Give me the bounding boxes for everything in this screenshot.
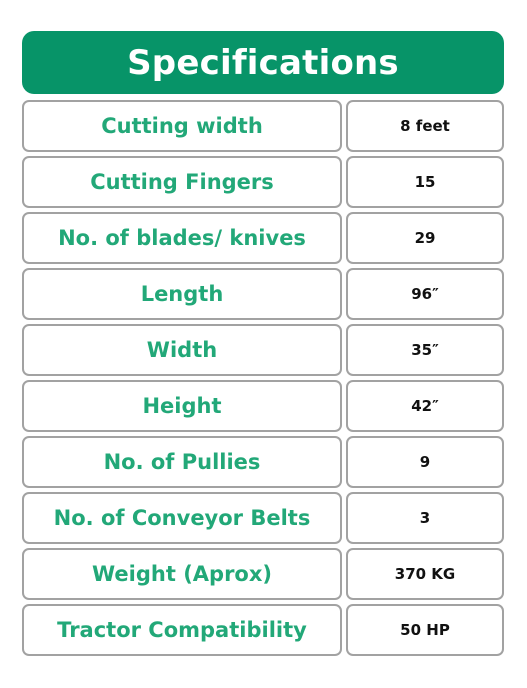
spec-row-length (22, 268, 504, 320)
spec-label: No. of blades/ knives (22, 212, 342, 264)
spec-value: 370 KG (346, 548, 504, 600)
spec-row-width (22, 324, 504, 376)
spec-value: 3 (346, 492, 504, 544)
spec-label: No. of Conveyor Belts (22, 492, 342, 544)
spec-value: 8 feet (346, 100, 504, 152)
spec-value: 9 (346, 436, 504, 488)
spec-value: 15 (346, 156, 504, 208)
spec-label: Length (22, 268, 342, 320)
specifications-table (22, 100, 504, 660)
spec-label: Cutting width (22, 100, 342, 152)
spec-label: Tractor Compatibility (22, 604, 342, 656)
spec-label: No. of Pullies (22, 436, 342, 488)
spec-row-cutting-width (22, 100, 504, 152)
spec-value: 42″ (346, 380, 504, 432)
spec-row-tractor-compatibility (22, 604, 504, 656)
spec-value: 50 HP (346, 604, 504, 656)
spec-label: Weight (Aprox) (22, 548, 342, 600)
spec-row-pullies (22, 436, 504, 488)
specifications-header: Specifications (22, 31, 504, 94)
spec-value: 29 (346, 212, 504, 264)
spec-value: 96″ (346, 268, 504, 320)
spec-row-height (22, 380, 504, 432)
spec-row-weight (22, 548, 504, 600)
spec-label: Cutting Fingers (22, 156, 342, 208)
spec-row-blades (22, 212, 504, 264)
spec-label: Width (22, 324, 342, 376)
spec-value: 35″ (346, 324, 504, 376)
spec-label: Height (22, 380, 342, 432)
spec-row-conveyor-belts (22, 492, 504, 544)
spec-row-cutting-fingers (22, 156, 504, 208)
